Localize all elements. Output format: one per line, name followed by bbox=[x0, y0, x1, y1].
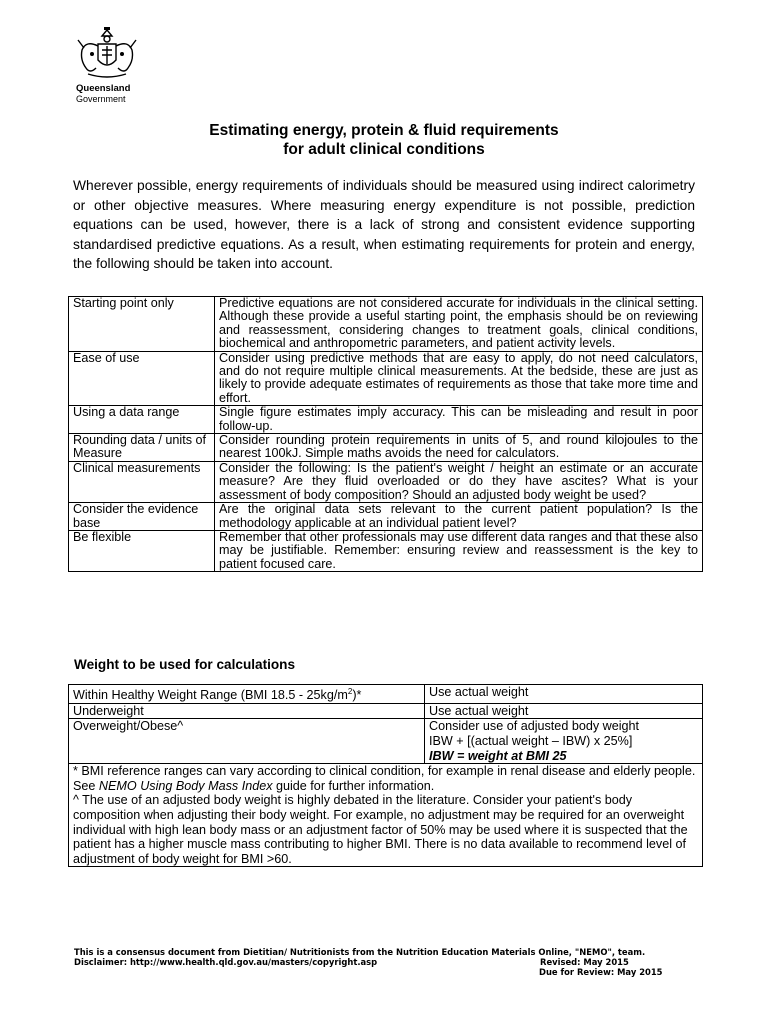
weight-action: Use actual weight bbox=[425, 703, 703, 719]
intro-paragraph: Wherever possible, energy requirements of individuals should be measured using indirect calorimetry or other objective measures. Where measuring energy expenditure is not possible, prediction equations can be used, however, there is a lack of strong and consistent evidence supporting standardised predictive equations. As a result, when estimating requirements for protein and energy, the following should be taken into account. bbox=[73, 178, 695, 272]
table-row bbox=[69, 719, 703, 764]
table-row bbox=[69, 434, 703, 462]
weight-action: Use actual weight bbox=[425, 685, 703, 704]
weight-table bbox=[68, 684, 703, 867]
title-line-1: Estimating energy, protein & fluid requirements bbox=[209, 122, 559, 139]
bmi-note bbox=[73, 764, 699, 793]
revised-date: Revised: May 2015 bbox=[540, 957, 629, 967]
review-date: Due for Review: May 2015 bbox=[539, 967, 663, 977]
weight-action bbox=[425, 719, 703, 764]
table-row bbox=[69, 503, 703, 531]
row-label: Rounding data / units of Measure bbox=[69, 434, 215, 462]
weight-action-text: Consider use of adjusted body weight bbox=[429, 719, 640, 734]
row-text: Consider using predictive methods that are easy to apply, do not need calculators, and do not require multiple clinical measurements. At the bedside, these are just as likely to provide adequate estimates of requirements as those that take more time and effort. bbox=[215, 351, 703, 406]
row-text: Predictive equations are not considered accurate for individuals in the clinical setting. Although these provide a useful starting point, the emphasis should be on reviewing and reassessment, considering changes to treatment goals, clinical conditions, biochemical and anthropometric parameters, and patient activity levels. bbox=[215, 297, 703, 352]
note-text: * BMI reference ranges can vary according to clinical condition, for example in renal disease and elderly people. See bbox=[73, 764, 696, 793]
row-text: Consider the following: Is the patient's weight / height an estimate or an accurate measure? Are they fluid overloaded or do they have ascites? What is your assessment of body composition? Should an adjusted body weight be used? bbox=[215, 461, 703, 502]
row-label: Clinical measurements bbox=[69, 461, 215, 502]
weight-section-heading: Weight to be used for calculations bbox=[74, 657, 296, 672]
footer-line bbox=[74, 957, 674, 967]
adjusted-weight-formula: IBW + [(actual weight – IBW) x 25%] bbox=[429, 733, 633, 748]
table-row bbox=[69, 703, 703, 719]
weight-category: Underweight bbox=[69, 703, 425, 719]
superscript: 2 bbox=[347, 687, 353, 696]
weight-category-suffix: )* bbox=[352, 688, 362, 703]
row-text: Consider rounding protein requirements in units of 5, and round kilojoules to the nearest 100kJ. Simple maths avoids the need for calculators. bbox=[215, 434, 703, 462]
notes-cell bbox=[69, 764, 703, 867]
table-row bbox=[69, 530, 703, 571]
footer-line: This is a consensus document from Dietitian/ Nutritionists from the Nutrition Education Materials Online, "NEMO", team. bbox=[74, 947, 646, 957]
page-title bbox=[0, 121, 768, 159]
nemo-guide-reference: NEMO Using Body Mass Index bbox=[98, 778, 273, 793]
footer-line bbox=[74, 967, 674, 977]
table-row bbox=[69, 406, 703, 434]
table-row bbox=[69, 461, 703, 502]
logo-text-queensland: Queensland bbox=[76, 83, 131, 94]
queensland-government-logo bbox=[66, 24, 146, 104]
considerations-table bbox=[68, 296, 703, 572]
row-label: Ease of use bbox=[69, 351, 215, 406]
table-row bbox=[69, 297, 703, 352]
note-text: guide for further information. bbox=[272, 778, 435, 793]
table-row bbox=[69, 685, 703, 704]
row-text: Single figure estimates imply accuracy. This can be misleading and result in poor follow-up. bbox=[215, 406, 703, 434]
row-text: Remember that other professionals may use different data ranges and that these also may be justifiable. Remember: ensuring review and reassessment is the key to patient focused care. bbox=[215, 530, 703, 571]
footer bbox=[74, 947, 674, 977]
title-line-2: for adult clinical conditions bbox=[283, 141, 485, 158]
row-label: Consider the evidence base bbox=[69, 503, 215, 531]
weight-category-text: Within Healthy Weight Range (BMI 18.5 - 25kg/m bbox=[73, 688, 348, 703]
disclaimer-text: Disclaimer: http://www.health.qld.gov.au/masters/copyright.asp bbox=[74, 957, 378, 967]
logo-text-government: Government bbox=[76, 94, 126, 104]
row-label: Starting point only bbox=[69, 297, 215, 352]
weight-category: Overweight/Obese^ bbox=[69, 719, 425, 764]
table-row bbox=[69, 351, 703, 406]
adjusted-weight-note: ^ The use of an adjusted body weight is highly debated in the literature. Consider your patient's body composition when adjusting their body weight. For example, no adjustment may be required for an overweight individual with high lean body mass or an adjustment factor of 50% may be used where it is suspected that the patient has a higher muscle mass contributing to higher BMI. There is no data available to recommend level of adjustment of body weight for BMI >60. bbox=[73, 793, 688, 866]
weight-category bbox=[69, 685, 425, 704]
row-text: Are the original data sets relevant to the current patient population? Is the methodology applicable at an individual patient level? bbox=[215, 503, 703, 531]
ibw-definition: IBW = weight at BMI 25 bbox=[429, 748, 567, 763]
coat-of-arms-icon bbox=[72, 24, 142, 82]
row-label: Using a data range bbox=[69, 406, 215, 434]
row-label: Be flexible bbox=[69, 530, 215, 571]
table-row bbox=[69, 764, 703, 867]
